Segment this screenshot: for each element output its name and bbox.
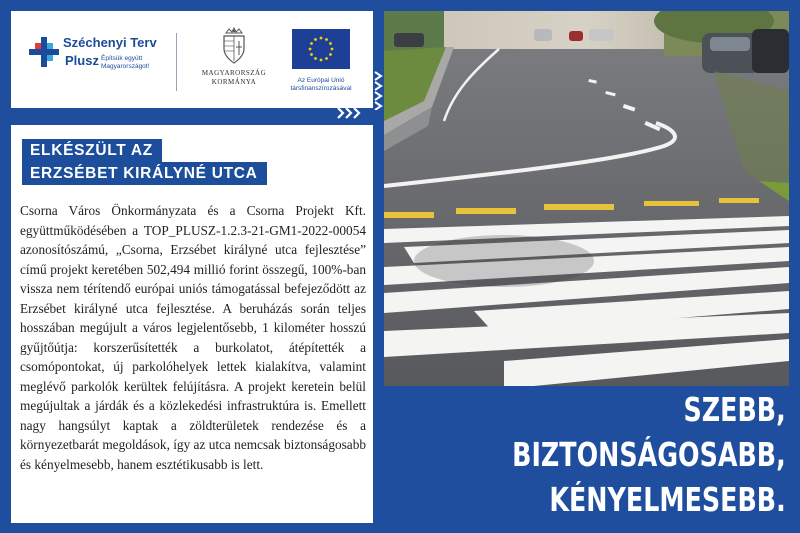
hungary-line2: KORMÁNYA <box>211 78 257 86</box>
text-panel <box>11 125 373 523</box>
page-title <box>22 139 267 185</box>
hungary-government-logo <box>201 27 267 97</box>
szechenyi-tagline: Építsük együtt Magyarországot! <box>101 55 150 70</box>
szechenyi-plus: Plusz <box>65 53 99 68</box>
eu-text: Az Európai Unió társfinanszírozásával <box>290 77 352 92</box>
szechenyi-plus-logo <box>29 35 169 91</box>
logo-divider <box>176 33 177 91</box>
road-crossing-image <box>384 11 789 386</box>
slogan <box>435 388 786 523</box>
szechenyi-title: Széchenyi Terv <box>63 35 157 50</box>
slogan-line-3: KÉNYELMESEBB. <box>549 481 786 519</box>
title-line-1: ELKÉSZÜLT AZ <box>22 139 162 162</box>
szechenyi-cross-icon <box>29 37 59 67</box>
hungarian-coat-of-arms-icon <box>221 27 247 65</box>
eu-logo <box>279 29 363 99</box>
chevron-right-icon <box>336 100 364 126</box>
street-photo <box>384 11 789 386</box>
eu-flag-icon <box>292 29 350 69</box>
hungary-line1: MAGYARORSZÁG <box>201 69 267 77</box>
slogan-line-1: SZEBB, <box>683 391 786 429</box>
logo-bar <box>11 11 373 108</box>
slogan-line-2: BIZTONSÁGOSABB, <box>512 436 786 474</box>
body-paragraph: Csorna Város Önkormányzata és a Csorna Projekt Kft. együttműködésében a TOP_PLUSZ-1.2.3-21-GM1-2022-00054 azonosítószámú, „Csorna, Erzsébet királyné utca fejlesztése” című projekt keretében 502,494 millió forint összegű, 100%-ban vissza nem térítendő európai uniós támogatással befejeződött az Erzsébet királyné utca fejlesztése. A beruházás során teljes hosszában megújult a város legjelentősebb, 1 kilométer hosszú gyűjtőútja: korszerűsítették a burkolatot, átépítették a csomópontokat, új parkolóhelyek lettek kialakítva, valamint meglévő parkolók kerültek felújításra. A projekt keretein belül megújultak a járdák és a közlekedési infrastruktúra is. Emellett nagy hangsúlyt kaptak a zöldterületek rendezése és a környezetbarát megoldások, így az utca nemcsak biztonságosabb és kényelmesebb, hanem esztétikusabb is lett. <box>20 203 366 472</box>
title-line-2: ERZSÉBET KIRÁLYNÉ UTCA <box>22 162 267 185</box>
chevron-right-icon <box>373 70 384 110</box>
